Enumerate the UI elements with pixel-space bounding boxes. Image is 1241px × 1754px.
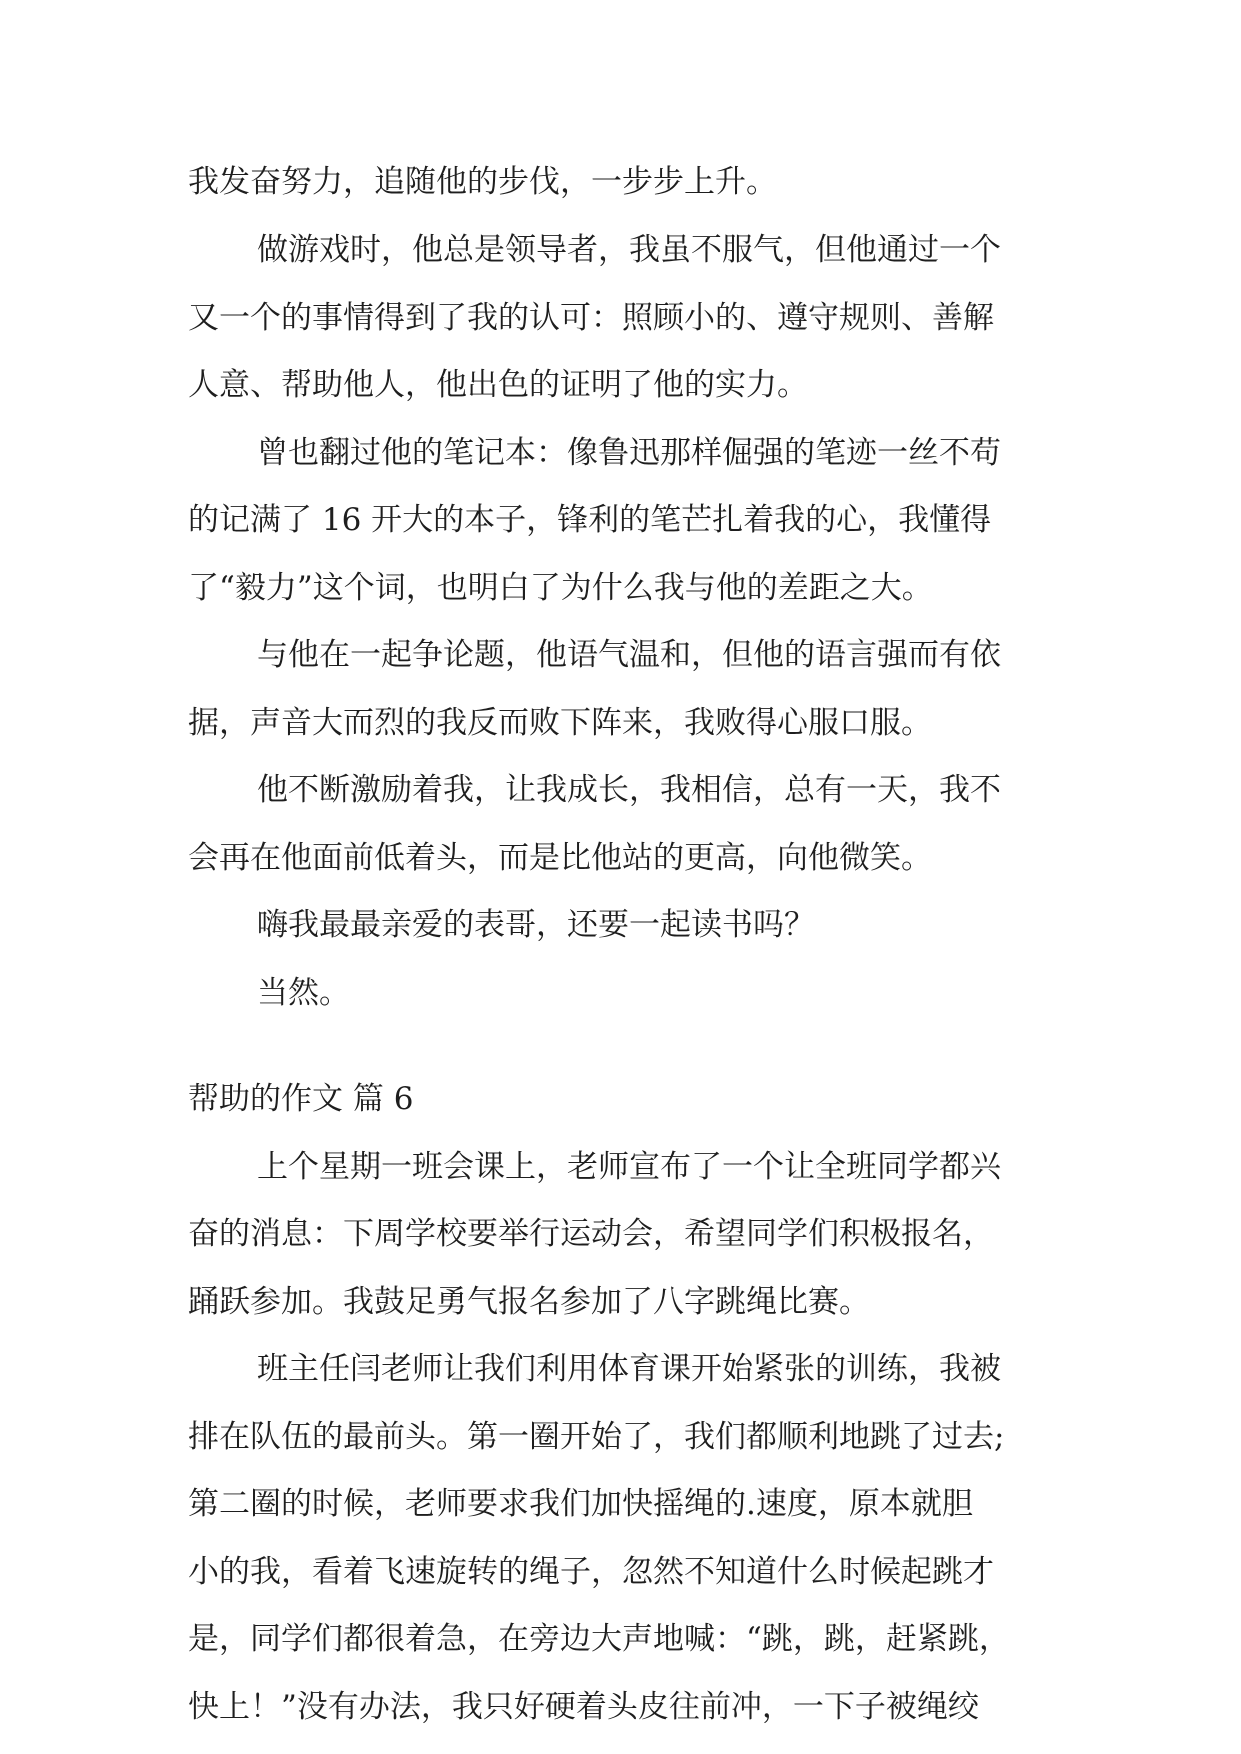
- text-line: 又一个的事情得到了我的认可：照顾小的、遵守规则、善解: [188, 300, 994, 336]
- paragraph-start-line: 做游戏时，他总是领导者，我虽不服气，但他通过一个: [257, 232, 1001, 268]
- text-line: 是，同学们都很着急，在旁边大声地喊：“跳，跳，赶紧跳，: [188, 1621, 1010, 1657]
- paragraph-start-line: 嗨我最最亲爱的表哥，还要一起读书吗？: [257, 907, 815, 943]
- text-line: 小的我，看着飞速旋转的绳子，忽然不知道什么时候起跳才: [188, 1554, 994, 1590]
- text-line: 的记满了 16 开大的本子，锋利的笔芒扎着我的心，我懂得: [188, 502, 992, 538]
- text-line: 踊跃参加。我鼓足勇气报名参加了八字跳绳比赛。: [188, 1284, 870, 1320]
- text-line: 了“毅力”这个词，也明白了为什么我与他的差距之大。: [188, 570, 933, 606]
- text-line: 第二圈的时候，老师要求我们加快摇绳的.速度，原本就胆: [188, 1486, 973, 1522]
- paragraph-start-line: 当然。: [257, 975, 350, 1011]
- paragraph-start-line: 曾也翻过他的笔记本：像鲁迅那样倔强的笔迹一丝不苟: [257, 435, 1001, 471]
- text-line: 快上！”没有办法，我只好硬着头皮往前冲，一下子被绳绞: [188, 1689, 979, 1725]
- text-line: 据，声音大而烈的我反而败下阵来，我败得心服口服。: [188, 705, 932, 741]
- paragraph-start-line: 上个星期一班会课上，老师宣布了一个让全班同学都兴: [257, 1149, 1001, 1185]
- paragraph-start-line: 与他在一起争论题，他语气温和，但他的语言强而有依: [257, 637, 1001, 673]
- text-line: 排在队伍的最前头。第一圈开始了，我们都顺利地跳了过去;: [188, 1419, 1005, 1455]
- text-line: 我发奋努力，追随他的步伐，一步步上升。: [188, 164, 777, 200]
- text-line: 会再在他面前低着头，而是比他站的更高，向他微笑。: [188, 840, 932, 876]
- paragraph-start-line: 他不断激励着我，让我成长，我相信，总有一天，我不: [257, 772, 1001, 808]
- section-heading: 帮助的作文 篇 6: [188, 1081, 414, 1117]
- paragraph-start-line: 班主任闫老师让我们利用体育课开始紧张的训练，我被: [257, 1351, 1001, 1387]
- text-line: 奋的消息：下周学校要举行运动会，希望同学们积极报名，: [188, 1216, 994, 1252]
- text-line: 人意、帮助他人，他出色的证明了他的实力。: [188, 367, 808, 403]
